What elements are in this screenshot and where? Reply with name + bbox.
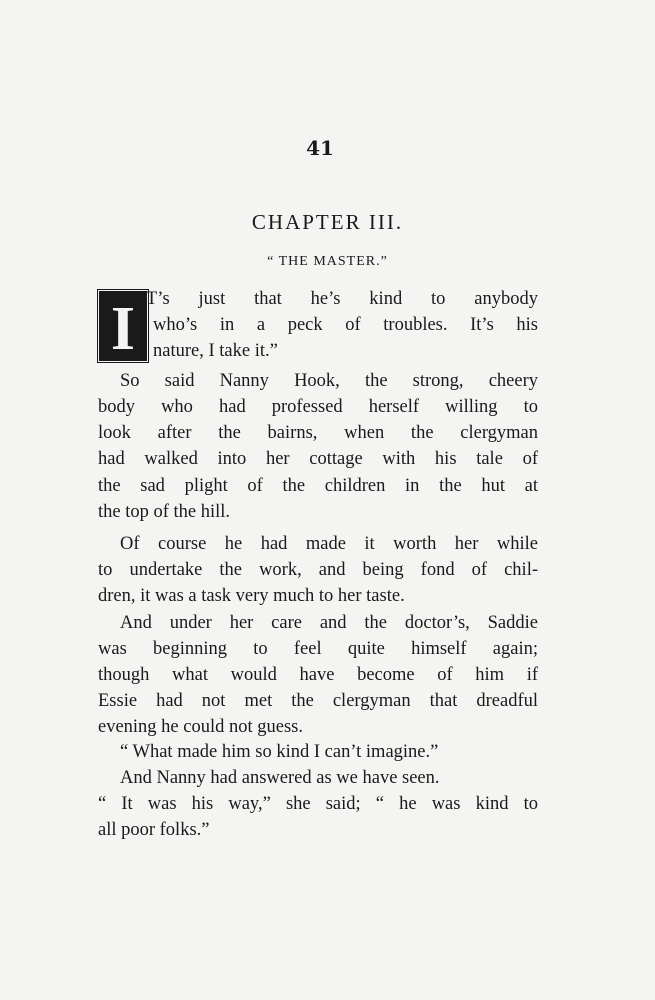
text-line: though what would have become of him if — [98, 665, 538, 685]
text-line: dren, it was a task very much to her taste. — [98, 586, 405, 606]
chapter-title: CHAPTER III. — [251, 210, 404, 234]
text-line: all poor folks.” — [98, 820, 210, 840]
text-line: Essie had not met the clergyman that dreadful — [98, 691, 538, 711]
text-line: had walked into her cottage with his tale of — [98, 449, 538, 469]
page-number: 41 — [306, 136, 334, 160]
text-line: was beginning to feel quite himself again; — [98, 639, 538, 659]
text-line: evening he could not guess. — [98, 717, 303, 737]
text-line: “ It was his way,” she said; “ he was kind to — [98, 794, 538, 814]
text-line: And under her care and the doctor’s, Saddie — [120, 613, 538, 633]
chapter-subtitle: “ THE MASTER.” — [267, 254, 388, 269]
text-line: Of course he had made it worth her while — [120, 534, 538, 554]
text-line: to undertake the work, and being fond of chil- — [98, 560, 538, 580]
text-line: the top of the hill. — [98, 502, 231, 522]
text-line: And Nanny had answered as we have seen. — [120, 768, 440, 788]
text-line: the sad plight of the children in the hut at — [98, 476, 538, 496]
text-line: “ What made him so kind I can’t imagine.” — [120, 742, 439, 762]
text-line: who’s in a peck of troubles. It’s his — [153, 315, 538, 335]
text-line: So said Nanny Hook, the strong, cheery — [120, 371, 538, 391]
text-line: body who had professed herself willing to — [98, 397, 538, 417]
text-line: T’s just that he’s kind to anybody — [146, 289, 538, 309]
text-line: look after the bairns, when the clergyman — [98, 423, 538, 443]
ornamental-drop-cap: I — [96, 288, 150, 364]
text-line: nature, I take it.” — [153, 341, 278, 361]
